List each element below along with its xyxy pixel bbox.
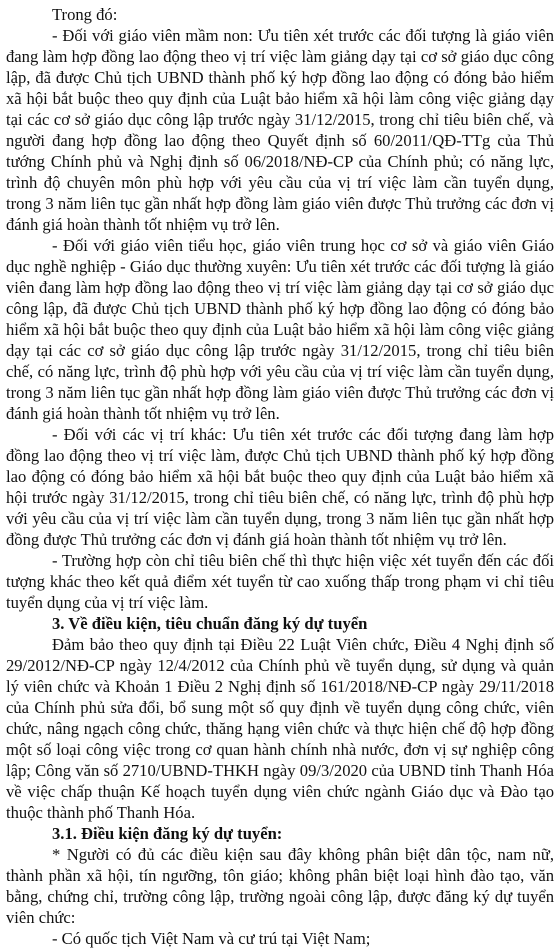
- paragraph-giao-vien-tieu-hoc: - Đối với giáo viên tiểu học, giáo viên trung học cơ sở và giáo viên Giáo dục nghề nghiệp - Giáo dục thường xuyên: Ưu tiên xét trước các đối tượng là giáo viên đang làm hợp đồng lao động theo vị trí việc làm giảng dạy tại cơ sở giáo dục công lập, đã được Chủ tịch UBND thành phố ký hợp đồng lao động có đóng bảo hiểm xã hội bắt buộc theo quy định của Luật bảo hiểm xã hội làm công việc giảng dạy tại các cơ sở giáo dục công lập trước ngày 31/12/2015, trong chỉ tiêu biên chế, có năng lực, trình độ phù hợp với yêu cầu của vị trí việc làm cần tuyển dụng, trong 3 năm liên tục gần nhất hợp đồng làm giáo viên được Thủ trưởng các đơn vị đánh giá hoàn thành tốt nhiệm vụ trở lên.: [6, 236, 554, 423]
- document-page: [6, 4, 554, 949]
- paragraph-vi-tri-khac: - Đối với các vị trí khác: Ưu tiên xét trước các đối tượng đang làm hợp đồng lao động theo vị trí việc làm, được Chủ tịch UBND thành phố ký hợp đồng lao động có đóng bảo hiểm xã hội bắt buộc theo quy định của Luật bảo hiểm xã hội trước ngày 31/12/2015, trong chỉ tiêu biên chế, có năng lực, trình độ phù hợp với yêu cầu của vị trí việc làm cần tuyển dụng, trong 3 năm liên tục gần nhất hợp đồng được Thủ trưởng các đơn vị đánh giá hoàn thành tốt nhiệm vụ trở lên.: [6, 425, 554, 549]
- paragraph-trong-do: Trong đó:: [52, 5, 118, 24]
- paragraph-giao-vien-mam-non: - Đối với giáo viên mầm non: Ưu tiên xét trước các đối tượng là giáo viên đang làm hợp đồng lao động theo vị trí việc làm giảng dạy tại cơ sở giáo dục công lập, đã được Chủ tịch UBND thành phố ký hợp đồng lao động có đóng bảo hiểm xã hội bắt buộc theo quy định của Luật bảo hiểm xã hội làm công việc giảng dạy tại các cơ sở giáo dục công lập trước ngày 31/12/2015, trong chỉ tiêu biên chế, và người đang hợp đồng lao động theo Quyết định số 60/2011/QĐ-TTg của Thủ tướng Chính phủ và Nghị định số 06/2018/NĐ-CP của Chính phủ; có năng lực, trình độ chuyên môn phù hợp với yêu cầu của vị trí việc làm cần tuyển dụng, trong 3 năm liên tục gần nhất hợp đồng làm giáo viên được Thủ trưởng các đơn vị đánh giá hoàn thành tốt nhiệm vụ trở lên.: [6, 26, 554, 234]
- paragraph-con-chi-tieu: - Trường hợp còn chỉ tiêu biên chế thì thực hiện việc xét tuyển đến các đối tượng khác theo kết quả điểm xét tuyển từ cao xuống thấp trong phạm vi chỉ tiêu tuyển dụng của vị trí việc làm.: [6, 551, 554, 612]
- paragraph-dam-bao: Đảm bảo theo quy định tại Điều 22 Luật Viên chức, Điều 4 Nghị định số 29/2012/NĐ-CP ngày 12/4/2012 của Chính phủ về tuyển dụng, sử dụng và quản lý viên chức và Khoản 1 Điều 2 Nghị định số 161/2018/NĐ-CP ngày 29/11/2018 của Chính phủ sửa đổi, bổ sung một số quy định về tuyển dụng công chức, viên chức, nâng ngạch công chức, thăng hạng viên chức và thực hiện chế độ hợp đồng một số loại công việc trong cơ quan hành chính nhà nước, đơn vị sự nghiệp công lập; Công văn số 2710/UBND-THKH ngày 09/3/2020 của UBND tỉnh Thanh Hóa về việc chấp thuận Kế hoạch tuyển dụng viên chức ngành Giáo dục và Đào tạo thuộc thành phố Thanh Hóa.: [6, 635, 554, 822]
- section-heading-3-1: 3.1. Điều kiện đăng ký dự tuyển:: [52, 824, 283, 843]
- section-heading-3: 3. Về điều kiện, tiêu chuẩn đăng ký dự tuyển: [52, 614, 368, 633]
- paragraph-quoc-tich: - Có quốc tịch Việt Nam và cư trú tại Việt Nam;: [52, 929, 371, 948]
- paragraph-nguoi-co-du: * Người có đủ các điều kiện sau đây không phân biệt dân tộc, nam nữ, thành phần xã hội, tín ngưỡng, tôn giáo; không phân biệt loại hình đào tạo, văn bằng, chứng chỉ, trường công lập, trường ngoài công lập, được đăng ký dự tuyển viên chức:: [6, 845, 554, 927]
